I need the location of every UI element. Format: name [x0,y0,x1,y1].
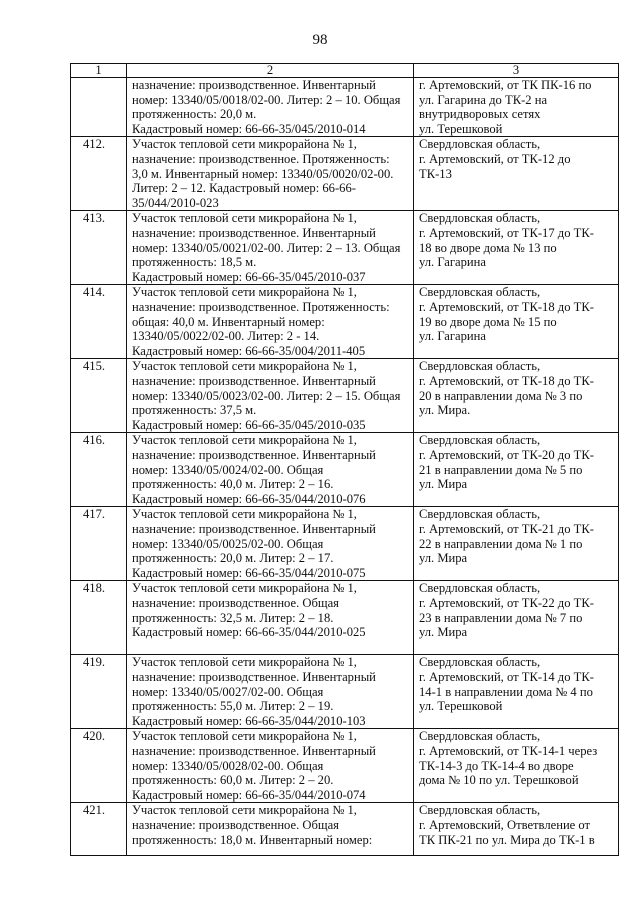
row-location: г. Артемовский, от ТК ПК-16 по ул. Гагарина до ТК-2 на внутридворовых сетях ул. Терешковой [414,78,619,137]
row-location: Свердловская область, г. Артемовский, от ТК-17 до ТК- 18 во дворе дома № 13 по ул. Гагарина [414,211,619,285]
row-description: Участок тепловой сети микрорайона № 1, назначение: производственное. Инвентарный номер: 13340/05/0023/02-00. Литер: 2 – 15. Общая протяженность: 37,5 м. Кадастровый номер: 66-66-35/045/2010-035 [127,359,414,433]
page-number: 98 [312,32,328,48]
row-number: 419. [71,655,127,729]
row-description: Участок тепловой сети микрорайона № 1, назначение: производственное. Инвентарный номер: 13340/05/0021/02-00. Литер: 2 – 13. Общая протяженность: 18,5 м. Кадастровый номер: 66-66-35/045/2010-037 [127,211,414,285]
row-number: 416. [71,433,127,507]
row-number [71,78,127,137]
table-row [71,803,619,856]
row-number: 417. [71,507,127,581]
table-row [71,433,619,507]
row-description: Участок тепловой сети микрорайона № 1, назначение: производственное. Общая протяженность: 32,5 м. Литер: 2 – 18. Кадастровый номер: 66-66-35/044/2010-025 [127,581,414,655]
row-number: 420. [71,729,127,803]
row-location: Свердловская область, г. Артемовский, от ТК-18 до ТК- 20 в направлении дома № 3 по ул. Мира. [414,359,619,433]
row-location: Свердловская область, г. Артемовский, от ТК-12 до ТК-13 [414,137,619,211]
row-number: 415. [71,359,127,433]
row-location: Свердловская область, г. Артемовский, от ТК-14-1 через ТК-14-3 до ТК-14-4 во дворе дома № 10 по ул. Терешковой [414,729,619,803]
table-row [71,211,619,285]
row-number: 418. [71,581,127,655]
row-location: Свердловская область, г. Артемовский, от ТК-22 до ТК- 23 в направлении дома № 7 по ул. Мира [414,581,619,655]
row-location: Свердловская область, г. Артемовский, от ТК-18 до ТК- 19 во дворе дома № 15 по ул. Гагарина [414,285,619,359]
table-row [71,137,619,211]
table-row [71,285,619,359]
row-location: Свердловская область, г. Артемовский, от ТК-14 до ТК- 14-1 в направлении дома № 4 по ул. Терешковой [414,655,619,729]
row-description: Участок тепловой сети микрорайона № 1, назначение: производственное. Инвентарный номер: 13340/05/0027/02-00. Общая протяженность: 55,0 м. Литер: 2 – 19. Кадастровый номер: 66-66-35/044/2010-103 [127,655,414,729]
table-row [71,507,619,581]
row-description: Участок тепловой сети микрорайона № 1, назначение: производственное. Инвентарный номер: 13340/05/0025/02-00. Общая протяженность: 20,0 м. Литер: 2 – 17. Кадастровый номер: 66-66-35/044/2010-075 [127,507,414,581]
row-number: 414. [71,285,127,359]
row-description: Участок тепловой сети микрорайона № 1, назначение: производственное. Протяженность: 3,0 м. Инвентарный номер: 13340/05/0020/02-00. Литер: 2 – 12. Кадастровый номер: 66-66- 35/044/2010-023 [127,137,414,211]
row-description: Участок тепловой сети микрорайона № 1, назначение: производственное. Инвентарный номер: 13340/05/0024/02-00. Общая протяженность: 40,0 м. Литер: 2 – 16. Кадастровый номер: 66-66-35/044/2010-076 [127,433,414,507]
table-row [71,581,619,655]
column-header-description: 2 [127,64,414,78]
row-description: Участок тепловой сети микрорайона № 1, назначение: производственное. Протяженность: общая: 40,0 м. Инвентарный номер: 13340/05/0022/02-00. Литер: 2 - 14. Кадастровый номер: 66-66-35/004/2011-405 [127,285,414,359]
column-header-number: 1 [71,64,127,78]
column-header-location: 3 [414,64,619,78]
row-location: Свердловская область, г. Артемовский, от ТК-20 до ТК- 21 в направлении дома № 5 по ул. Мира [414,433,619,507]
property-table [70,63,619,856]
table-row [71,655,619,729]
row-description: Участок тепловой сети микрорайона № 1, назначение: производственное. Инвентарный номер: 13340/05/0028/02-00. Общая протяженность: 60,0 м. Литер: 2 – 20. Кадастровый номер: 66-66-35/044/2010-074 [127,729,414,803]
row-description: назначение: производственное. Инвентарный номер: 13340/05/0018/02-00. Литер: 2 – 10. Общая протяженность: 20,0 м. Кадастровый номер: 66-66-35/045/2010-014 [127,78,414,137]
row-location: Свердловская область, г. Артемовский, от ТК-21 до ТК- 22 в направлении дома № 1 по ул. Мира [414,507,619,581]
row-number: 413. [71,211,127,285]
row-number: 412. [71,137,127,211]
row-description: Участок тепловой сети микрорайона № 1, назначение: производственное. Общая протяженность: 18,0 м. Инвентарный номер: [127,803,414,856]
row-number: 421. [71,803,127,856]
table-row [71,359,619,433]
table-header-row [71,64,619,78]
table-row [71,78,619,137]
row-location: Свердловская область, г. Артемовский, Ответвление от ТК ПК-21 по ул. Мира до ТК-1 в [414,803,619,856]
table-row [71,729,619,803]
